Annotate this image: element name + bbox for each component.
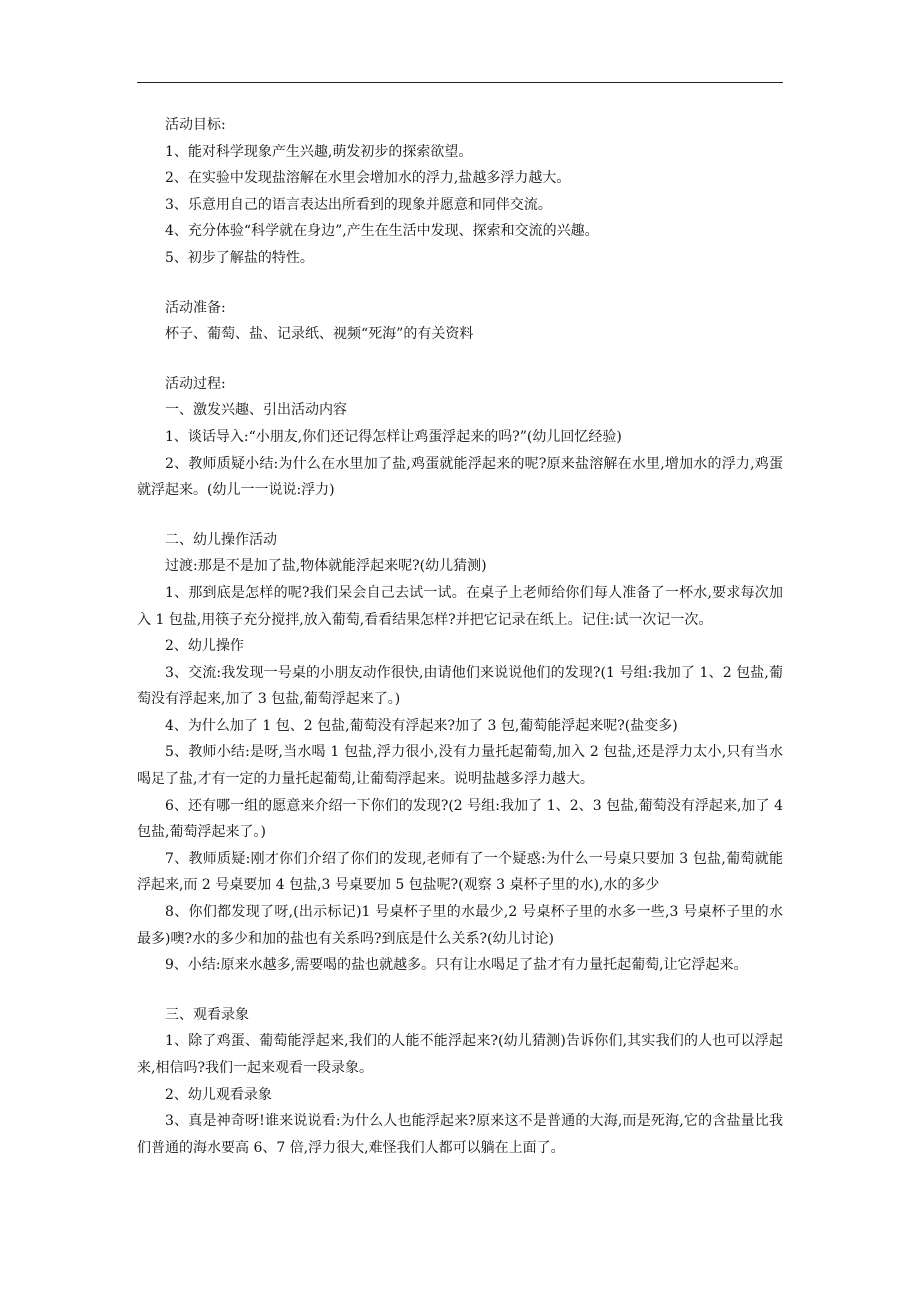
paragraph: 5、初步了解盐的特性。 bbox=[165, 249, 314, 266]
paragraph: 3、真是神奇呀!谁来说说看:为什么人也能浮起来?原来这不是普通的大海,而是死海,它的含盐量比我们普通的海水要高 6、7 倍,浮力很大,难怪我们人都可以躺在上面了。 bbox=[137, 1113, 783, 1156]
paragraph: 2、在实验中发现盐溶解在水里会增加水的浮力,盐越多浮力越大。 bbox=[165, 170, 571, 187]
paragraph: 4、充分体验“科学就在身边”,产生在生活中发现、探索和交流的兴趣。 bbox=[165, 223, 599, 240]
section-heading: 活动目标: bbox=[165, 117, 226, 133]
paragraph: 6、还有哪一组的愿意来介绍一下你们的发现?(2 号组:我加了 1、2、3 包盐,葡萄没有浮起来,加了 4 包盐,葡萄浮起来了。) bbox=[137, 797, 783, 841]
paragraph: 过渡:那是不是加了盐,物体就能浮起来呢?(幼儿猜测) bbox=[165, 558, 487, 575]
section-gap bbox=[137, 348, 783, 371]
paragraph: 一、激发兴趣、引出活动内容 bbox=[165, 402, 347, 419]
paragraph: 8、你们都发现了呀,(出示标记)1 号桌杯子里的水最少,2 号桌杯子里的水多一些,3 号桌杯子里的水最多)噢?水的多少和加的盐也有关系吗?到底是什么关系?(幼儿讨论) bbox=[137, 904, 783, 947]
section-heading: 三、观看录象 bbox=[165, 1006, 249, 1023]
section-gap bbox=[137, 272, 783, 295]
paragraph: 5、教师小结:是呀,当水喝 1 包盐,浮力很小,没有力量托起葡萄,加入 2 包盐,还是浮力太小,只有当水喝足了盐,才有一定的力量托起葡萄,让葡萄浮起来。说明盐越多浮力越大。 bbox=[137, 744, 783, 788]
section-gap bbox=[137, 504, 783, 527]
paragraph: 1、那到底是怎样的呢?我们呆会自己去试一试。在桌子上老师给你们每人准备了一杯水,要求每次加入 1 包盐,用筷子充分搅拌,放入葡萄,看看结果怎样?并把它记录在纸上。记住:试一次记一次。 bbox=[137, 584, 783, 628]
section-heading: 活动过程: bbox=[165, 375, 226, 392]
paragraph: 1、谈话导入:“小朋友,你们还记得怎样让鸡蛋浮起来的吗?”(幼儿回忆经验) bbox=[165, 428, 622, 445]
section-heading: 活动准备: bbox=[165, 299, 226, 316]
document-body bbox=[137, 112, 783, 1161]
paragraph: 杯子、葡萄、盐、记录纸、视频“死海”的有关资料 bbox=[165, 326, 474, 343]
paragraph: 3、交流:我发现一号桌的小朋友动作很快,由请他们来说说他们的发现?(1 号组:我加了 1、2 包盐,葡萄没有浮起来,加了 3 包盐,葡萄浮起来了。) bbox=[137, 664, 783, 708]
paragraph: 2、幼儿观看录象 bbox=[165, 1086, 272, 1103]
section-heading: 二、幼儿操作活动 bbox=[165, 531, 277, 548]
header-rule bbox=[137, 82, 783, 83]
paragraph: 7、教师质疑:刚才你们介绍了你们的发现,老师有了一个疑惑:为什么一号桌只要加 3 包盐,葡萄就能浮起来,而 2 号桌要加 4 包盐,3 号桌要加 5 包盐呢?(观察 3 桌杯子里的水),水的多少 bbox=[137, 850, 783, 894]
paragraph: 1、能对科学现象产生兴趣,萌发初步的探索欲望。 bbox=[165, 143, 473, 160]
section-gap bbox=[137, 979, 783, 1002]
paragraph: 4、为什么加了 1 包、2 包盐,葡萄没有浮起来?加了 3 包,葡萄能浮起来呢?(盐变多) bbox=[165, 717, 678, 734]
paragraph: 9、小结:原来水越多,需要喝的盐也就越多。只有让水喝足了盐才有力量托起葡萄,让它浮起来。 bbox=[165, 957, 748, 974]
paragraph: 1、除了鸡蛋、葡萄能浮起来,我们的人能不能浮起来?(幼儿猜测)告诉你们,其实我们的人也可以浮起来,相信吗?我们一起来观看一段录象。 bbox=[137, 1033, 783, 1076]
paragraph: 2、幼儿操作 bbox=[165, 638, 244, 655]
paragraph: 2、教师质疑小结:为什么在水里加了盐,鸡蛋就能浮起来的呢?原来盐溶解在水里,增加水的浮力,鸡蛋就浮起来。(幼儿一一说说:浮力) bbox=[137, 455, 783, 499]
paragraph: 3、乐意用自己的语言表达出所看到的现象并愿意和同伴交流。 bbox=[165, 196, 552, 213]
